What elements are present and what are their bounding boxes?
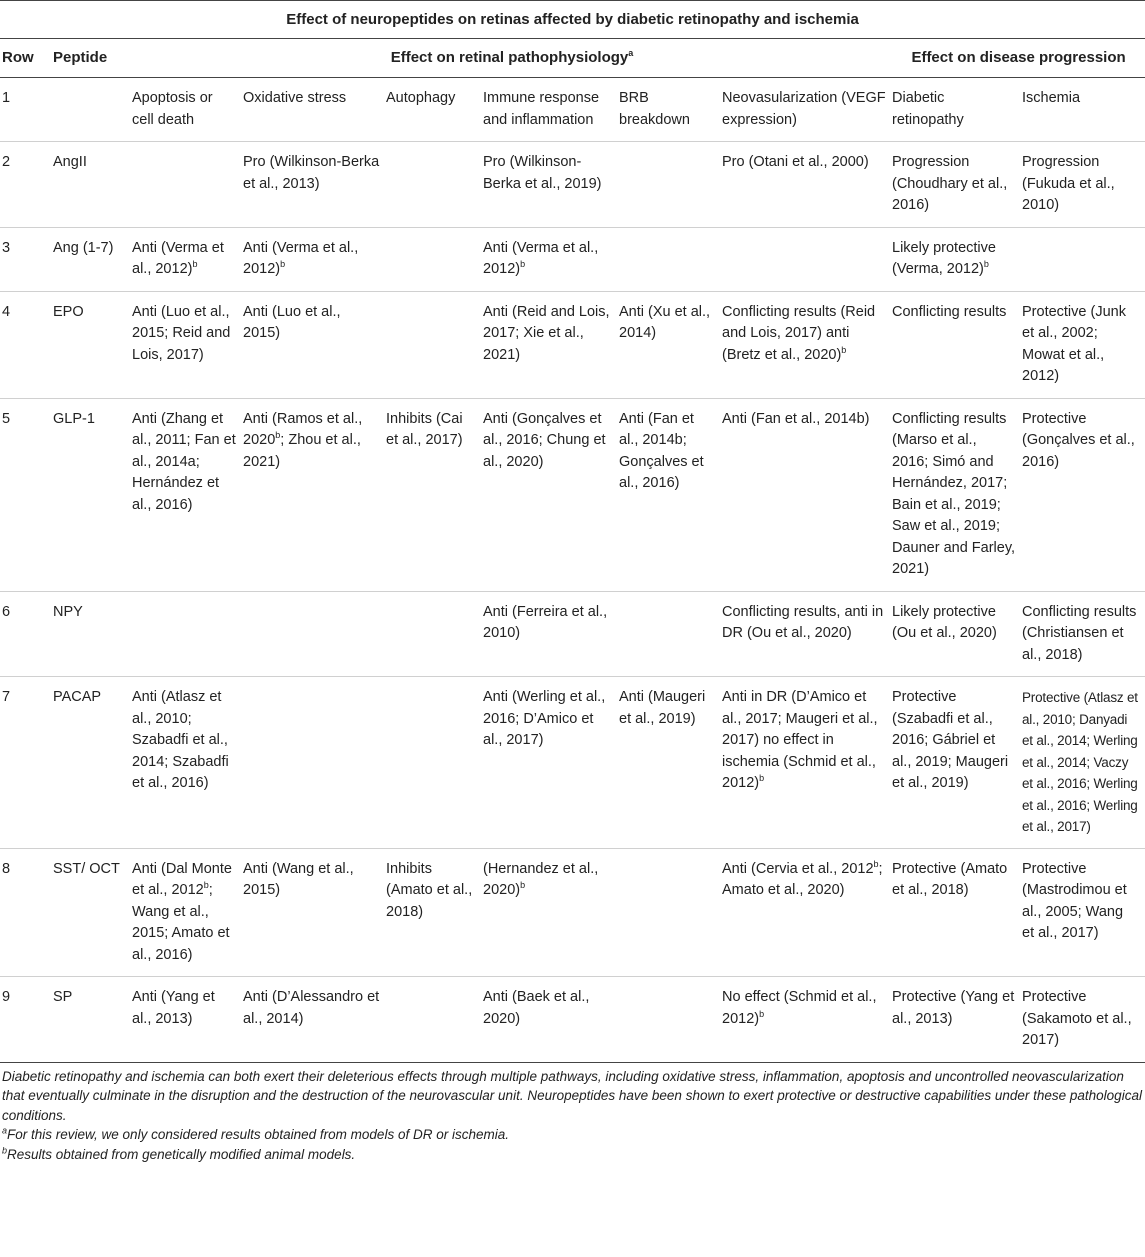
table-cell: Conflicting results (Christiansen et al., 2018) bbox=[1022, 591, 1145, 677]
table-cell: Apoptosis or cell death bbox=[132, 78, 243, 142]
peptide-name: SST/ OCT bbox=[53, 848, 132, 977]
table-cell bbox=[386, 291, 483, 398]
table-cell: Oxidative stress bbox=[243, 78, 386, 142]
table-cell: Anti (Baek et al., 2020) bbox=[483, 977, 619, 1063]
table-cell: Diabetic retinopathy bbox=[892, 78, 1022, 142]
table-body bbox=[0, 78, 1145, 1063]
table-row bbox=[0, 848, 1145, 977]
table-cell: Anti (Luo et al., 2015) bbox=[243, 291, 386, 398]
table-cell: Pro (Wilkinson-Berka et al., 2019) bbox=[483, 142, 619, 228]
table-cell: Protective (Atlasz et al., 2010; Danyadi et al., 2014; Werling et al., 2014; Vaczy et al., 2016; Werling et al., 2016; Werling et al., 2017) bbox=[1022, 677, 1145, 849]
table-row bbox=[0, 78, 1145, 142]
peptide-name: GLP-1 bbox=[53, 398, 132, 591]
table-footnotes bbox=[0, 1063, 1145, 1165]
table-cell bbox=[722, 227, 892, 291]
table-cell: Protective (Mastrodimou et al., 2005; Wang et al., 2017) bbox=[1022, 848, 1145, 977]
table-cell bbox=[619, 591, 722, 677]
table-cell: Neovasularization (VEGF expression) bbox=[722, 78, 892, 142]
table-cell: Anti (Ferreira et al., 2010) bbox=[483, 591, 619, 677]
col-header-row: Row bbox=[0, 39, 53, 78]
table-cell bbox=[386, 591, 483, 677]
table-cell: Ischemia bbox=[1022, 78, 1145, 142]
table-cell: Anti (Atlasz et al., 2010; Szabadfi et al., 2014; Szabadfi et al., 2016) bbox=[132, 677, 243, 849]
table-row bbox=[0, 398, 1145, 591]
table-cell bbox=[132, 142, 243, 228]
peptide-name: EPO bbox=[53, 291, 132, 398]
table-cell: Protective (Junk et al., 2002; Mowat et al., 2012) bbox=[1022, 291, 1145, 398]
table-cell: Anti (Verma et al., 2012)$^b$ bbox=[483, 227, 619, 291]
table-cell bbox=[619, 227, 722, 291]
table-cell bbox=[386, 977, 483, 1063]
table-cell: Anti (Fan et al., 2014b) bbox=[722, 398, 892, 591]
table-cell: Conflicting results, anti in DR (Ou et al., 2020) bbox=[722, 591, 892, 677]
row-number: 7 bbox=[0, 677, 53, 849]
row-number: 2 bbox=[0, 142, 53, 228]
table-cell bbox=[619, 977, 722, 1063]
table-cell: No effect (Schmid et al., 2012)$^b$ bbox=[722, 977, 892, 1063]
table-cell: Anti (Verma et al., 2012)$^b$ bbox=[132, 227, 243, 291]
table-row bbox=[0, 591, 1145, 677]
table-cell: Progression (Choudhary et al., 2016) bbox=[892, 142, 1022, 228]
table-cell: Anti (Werling et al., 2016; D’Amico et al., 2017) bbox=[483, 677, 619, 849]
table-cell: BRB breakdown bbox=[619, 78, 722, 142]
table-cell: Anti (Fan et al., 2014b; Gonçalves et al., 2016) bbox=[619, 398, 722, 591]
table-cell: Protective (Szabadfi et al., 2016; Gábriel et al., 2019; Maugeri et al., 2019) bbox=[892, 677, 1022, 849]
table-cell bbox=[386, 227, 483, 291]
table-cell bbox=[243, 591, 386, 677]
table-cell: Inhibits (Amato et al., 2018) bbox=[386, 848, 483, 977]
table-row bbox=[0, 291, 1145, 398]
footnote-b: $^b$Results obtained from genetically modified animal models. bbox=[2, 1145, 356, 1162]
peptide-name: Ang (1-7) bbox=[53, 227, 132, 291]
table-cell: Anti in DR (D’Amico et al., 2017; Maugeri et al., 2017) no effect in ischemia (Schmid et al., 2012)$^b$ bbox=[722, 677, 892, 849]
table-cell: Anti (Xu et al., 2014) bbox=[619, 291, 722, 398]
table-cell: Conflicting results (Marso et al., 2016; Simó and Hernández, 2017; Bain et al., 2019; Saw et al., 2019; Dauner and Farley, 2021) bbox=[892, 398, 1022, 591]
peptide-name: PACAP bbox=[53, 677, 132, 849]
row-number: 8 bbox=[0, 848, 53, 977]
table-cell: Anti (Wang et al., 2015) bbox=[243, 848, 386, 977]
table-cell: Pro (Otani et al., 2000) bbox=[722, 142, 892, 228]
table-cell: Likely protective (Ou et al., 2020) bbox=[892, 591, 1022, 677]
table-cell: Inhibits (Cai et al., 2017) bbox=[386, 398, 483, 591]
table-cell: Conflicting results (Reid and Lois, 2017) anti (Bretz et al., 2020)$^b$ bbox=[722, 291, 892, 398]
table-row bbox=[0, 142, 1145, 228]
col-header-progression: Effect on disease progression bbox=[892, 39, 1145, 78]
table-cell bbox=[1022, 227, 1145, 291]
footnote-a: $^a$For this review, we only considered results obtained from models of DR or ischemia. bbox=[2, 1125, 509, 1142]
table-row bbox=[0, 227, 1145, 291]
table-cell: Anti (Luo et al., 2015; Reid and Lois, 2017) bbox=[132, 291, 243, 398]
table-cell: Protective (Gonçalves et al., 2016) bbox=[1022, 398, 1145, 591]
row-number: 5 bbox=[0, 398, 53, 591]
table-cell: Immune response and inflammation bbox=[483, 78, 619, 142]
peptide-name: AngII bbox=[53, 142, 132, 228]
table-cell bbox=[386, 142, 483, 228]
row-number: 1 bbox=[0, 78, 53, 142]
table-cell bbox=[619, 848, 722, 977]
table-cell: Anti (Dal Monte et al., 2012$^b$; Wang et al., 2015; Amato et al., 2016) bbox=[132, 848, 243, 977]
table-cell: Anti (Gonçalves et al., 2016; Chung et al., 2020) bbox=[483, 398, 619, 591]
peptide-name: SP bbox=[53, 977, 132, 1063]
table-cell: Conflicting results bbox=[892, 291, 1022, 398]
table-cell: Progression (Fukuda et al., 2010) bbox=[1022, 142, 1145, 228]
table-cell: Anti (D’Alessandro et al., 2014) bbox=[243, 977, 386, 1063]
table-cell: Anti (Reid and Lois, 2017; Xie et al., 2021) bbox=[483, 291, 619, 398]
table-cell: Autophagy bbox=[386, 78, 483, 142]
table-title: Effect of neuropeptides on retinas affected by diabetic retinopathy and ischemia bbox=[0, 1, 1145, 39]
row-number: 3 bbox=[0, 227, 53, 291]
table-cell: Protective (Amato et al., 2018) bbox=[892, 848, 1022, 977]
table-cell: Protective (Sakamoto et al., 2017) bbox=[1022, 977, 1145, 1063]
table-cell bbox=[619, 142, 722, 228]
table-cell: Anti (Yang et al., 2013) bbox=[132, 977, 243, 1063]
peptide-name: NPY bbox=[53, 591, 132, 677]
table-cell bbox=[132, 591, 243, 677]
row-number: 4 bbox=[0, 291, 53, 398]
col-header-peptide: Peptide bbox=[53, 39, 132, 78]
col-header-pathophysiology: Effect on retinal pathophysiology$^a$ bbox=[132, 39, 892, 78]
row-number: 9 bbox=[0, 977, 53, 1063]
peptide-name bbox=[53, 78, 132, 142]
table-cell: Anti (Ramos et al., 2020$^b$; Zhou et al., 2021) bbox=[243, 398, 386, 591]
table-cell: (Hernandez et al., 2020)$^b$ bbox=[483, 848, 619, 977]
table-cell bbox=[386, 677, 483, 849]
row-number: 6 bbox=[0, 591, 53, 677]
table-row bbox=[0, 977, 1145, 1063]
table-cell: Anti (Zhang et al., 2011; Fan et al., 2014a; Hernández et al., 2016) bbox=[132, 398, 243, 591]
table-row bbox=[0, 677, 1145, 849]
table-cell: Pro (Wilkinson-Berka et al., 2013) bbox=[243, 142, 386, 228]
table-cell bbox=[243, 677, 386, 849]
footnote-main: Diabetic retinopathy and ischemia can both exert their deleterious effects through multiple pathways, including oxidative stress, inflammation, apoptosis and uncontrolled neovascularization that eventually culminate in the disruption and the destruction of the neurovascular unit. Neuropeptides have been shown to exert protective or destructive capabilities under these pathological conditions. bbox=[2, 1068, 1142, 1123]
table-cell: Protective (Yang et al., 2013) bbox=[892, 977, 1022, 1063]
table-cell: Likely protective (Verma, 2012)$^b$ bbox=[892, 227, 1022, 291]
table-cell: Anti (Cervia et al., 2012$^b$; Amato et al., 2020) bbox=[722, 848, 892, 977]
table-cell: Anti (Verma et al., 2012)$^b$ bbox=[243, 227, 386, 291]
table-cell: Anti (Maugeri et al., 2019) bbox=[619, 677, 722, 849]
